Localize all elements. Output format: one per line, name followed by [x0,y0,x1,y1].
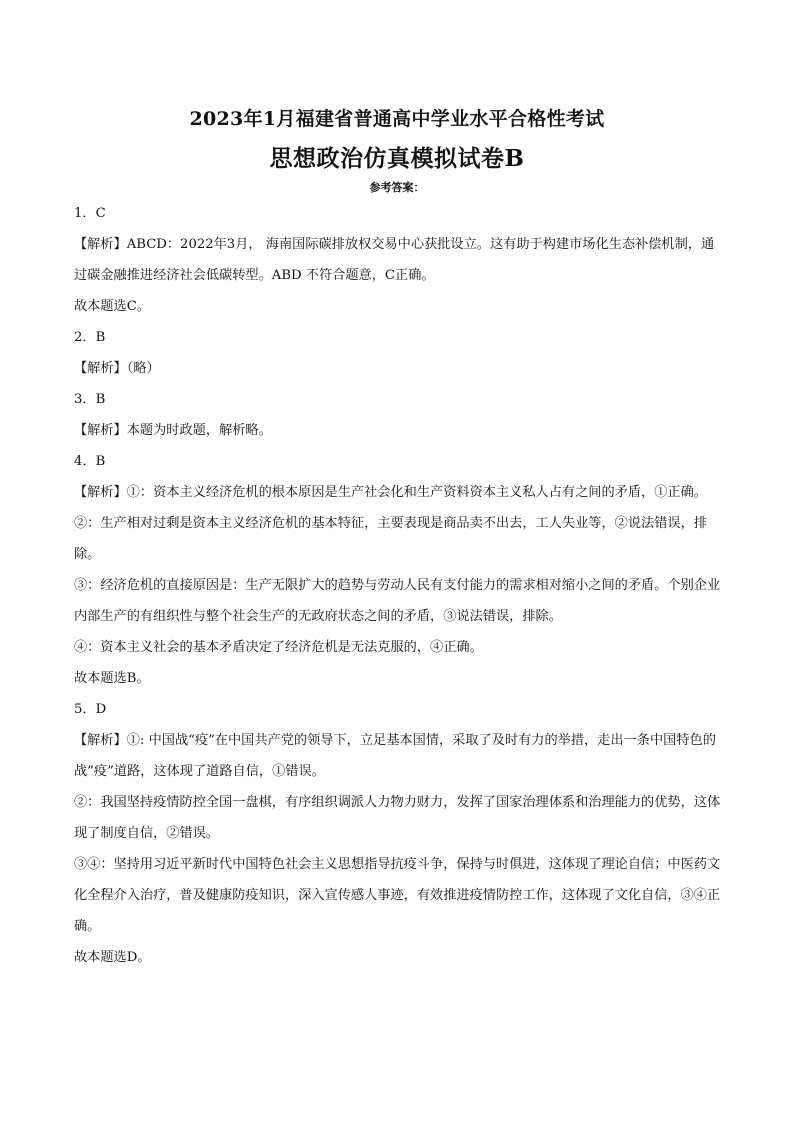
answer-4-conclusion: 故本题选B。 [74,671,150,686]
answer-4-point-4: ④：资本主义社会的基本矛盾决定了经济危机是无法克服的，④正确。 [74,640,483,655]
answer-1-analysis: 【解析】ABCD：2022年3月， 海南国际碳排放权交易中心获批设立。这有助于构建市场化生态补偿机制，通过碳金融推进经济社会低碳转型。ABD 不符合题意，C正确。 [74,237,715,283]
paper-title: 思想政治仿真模拟试卷B [269,145,525,172]
answer-4-point-3: ③：经济危机的直接原因是：生产无限扩大的趋势与劳动人民有支付能力的需求相对缩小之间的矛盾。个别企业内部生产的有组织性与整个社会生产的无政府状态之间的矛盾，③说法错误，排除。 [74,578,721,624]
answer-5-point-2: ②：我国坚持疫情防控全国一盘棋，有序组织调派人力物力财力，发挥了国家治理体系和治理能力的优势，这体现了制度自信，②错误。 [74,795,721,841]
answer-key-heading: 参考答案： [369,181,425,194]
answer-5-conclusion: 故本题选D。 [74,950,151,965]
answer-list [74,198,724,973]
answer-2-analysis: 【解析】（略） [74,361,160,376]
answer-5-number: 5．D [74,702,107,717]
answer-3-number: 3．B [74,392,106,407]
exam-title: 2023年1月福建省普通高中学业水平合格性考试 [189,108,605,130]
answer-2-number: 2．B [74,330,106,345]
answer-5-point-34: ③④：坚持用习近平新时代中国特色社会主义思想指导抗疫斗争，保持与时俱进，这体现了理论自信；中医药文化全程介入治疗，普及健康防疫知识，深入宣传感人事迹，有效推进疫情防控工作，这体现了文化自信，③④正确。 [74,857,721,934]
answer-1-number: 1．C [74,206,106,221]
answer-1-conclusion: 故本题选C。 [74,299,151,314]
answer-4-analysis: 【解析】①：资本主义经济危机的根本原因是生产社会化和生产资料资本主义私人占有之间的矛盾，①正确。 [74,485,707,500]
answer-4-point-2: ②：生产相对过剩是资本主义经济危机的基本特征，主要表现是商品卖不出去，工人失业等，②说法错误，排除。 [74,516,707,562]
answer-3-analysis: 【解析】本题为时政题，解析略。 [74,423,272,438]
answer-4-number: 4．B [74,454,106,469]
answer-5-analysis: 【解析】①: 中国战“疫”在中国共产党的领导下，立足基本国情，采取了及时有力的举措，走出一条中国特色的战”疫”道路，这体现了道路自信，①错误。 [74,733,716,779]
